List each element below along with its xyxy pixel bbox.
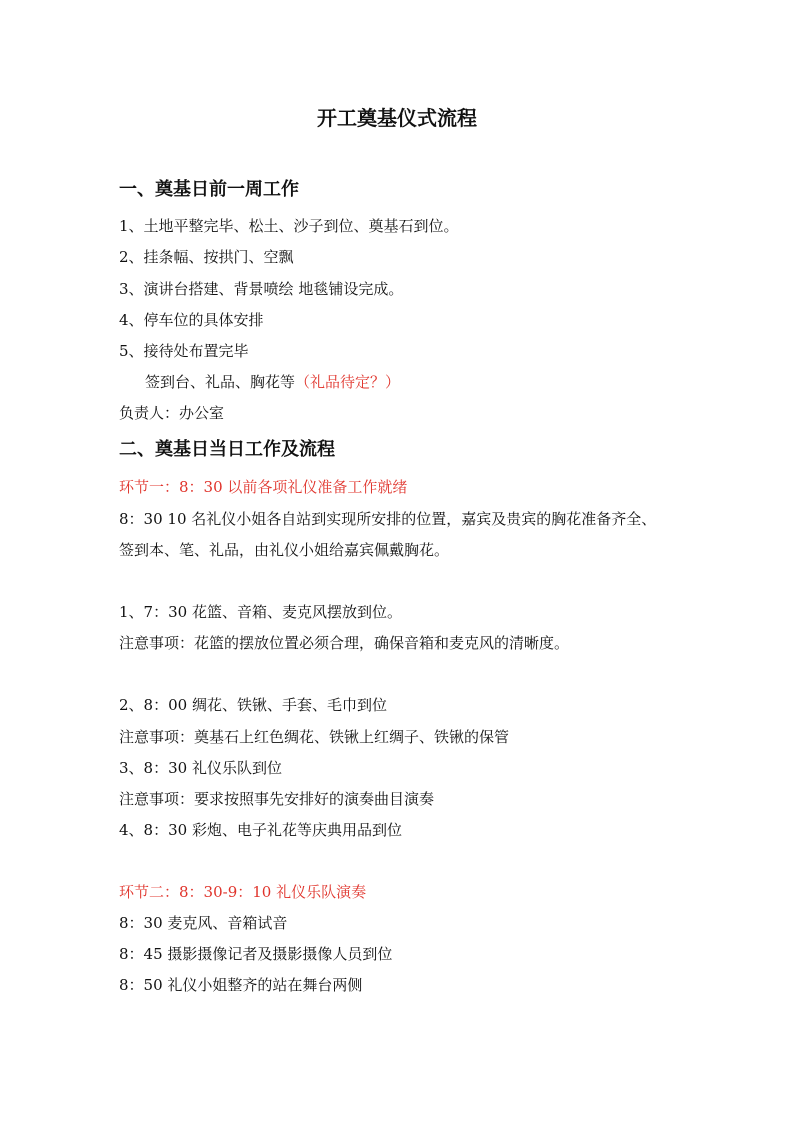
stage2-item-3: 8：50 礼仪小姐整齐的站在舞台两侧 bbox=[119, 976, 363, 994]
section1-heading: 一、奠基日前一周工作 bbox=[119, 179, 299, 200]
sub-item-note: （礼品待定？） bbox=[295, 373, 401, 391]
step3-note: 注意事项：要求按照事先安排好的演奏曲目演奏 bbox=[119, 790, 435, 808]
step4: 4、8：30 彩炮、电子礼花等庆典用品到位 bbox=[119, 821, 402, 839]
step2-note: 注意事项：奠基石上红色绸花、铁锹上红绸子、铁锹的保管 bbox=[119, 728, 510, 746]
section1-item-2: 2、挂条幅、按拱门、空飘 bbox=[119, 248, 294, 266]
section1-item-1: 1、土地平整完毕、松土、沙子到位、奠基石到位。 bbox=[119, 217, 459, 235]
document-title: 开工奠基仪式流程 bbox=[317, 106, 477, 130]
sub-item-text: 签到台、礼品、胸花等 bbox=[145, 373, 296, 391]
step1-note: 注意事项：花篮的摆放位置必须合理，确保音箱和麦克风的清晰度。 bbox=[119, 634, 570, 652]
stage2-title: 环节二：8：30-9：10 礼仪乐队演奏 bbox=[119, 883, 367, 901]
step3: 3、8：30 礼仪乐队到位 bbox=[119, 759, 282, 777]
stage2-item-2: 8：45 摄影摄像记者及摄影摄像人员到位 bbox=[119, 945, 393, 963]
stage1-desc-line2: 签到本、笔、礼品，由礼仪小姐给嘉宾佩戴胸花。 bbox=[119, 541, 450, 559]
section1-item-5: 5、接待处布置完毕 bbox=[119, 342, 249, 360]
stage2-item-1: 8：30 麦克风、音箱试音 bbox=[119, 914, 288, 932]
stage1-desc-line1: 8：30 10 名礼仪小姐各自站到实现所安排的位置，嘉宾及贵宾的胸花准备齐全、 bbox=[119, 510, 657, 528]
section1-sub-item bbox=[145, 371, 400, 393]
section1-item-4: 4、停车位的具体安排 bbox=[119, 311, 264, 329]
step1: 1、7：30 花篮、音箱、麦克风摆放到位。 bbox=[119, 603, 402, 621]
section2-heading: 二、奠基日当日工作及流程 bbox=[119, 439, 335, 460]
section1-item-3: 3、演讲台搭建、背景喷绘 地毯铺设完成。 bbox=[119, 280, 404, 298]
step2: 2、8：00 绸花、铁锹、手套、毛巾到位 bbox=[119, 696, 387, 714]
stage1-title: 环节一：8：30 以前各项礼仪准备工作就绪 bbox=[119, 478, 408, 496]
section1-owner: 负责人：办公室 bbox=[119, 404, 225, 422]
